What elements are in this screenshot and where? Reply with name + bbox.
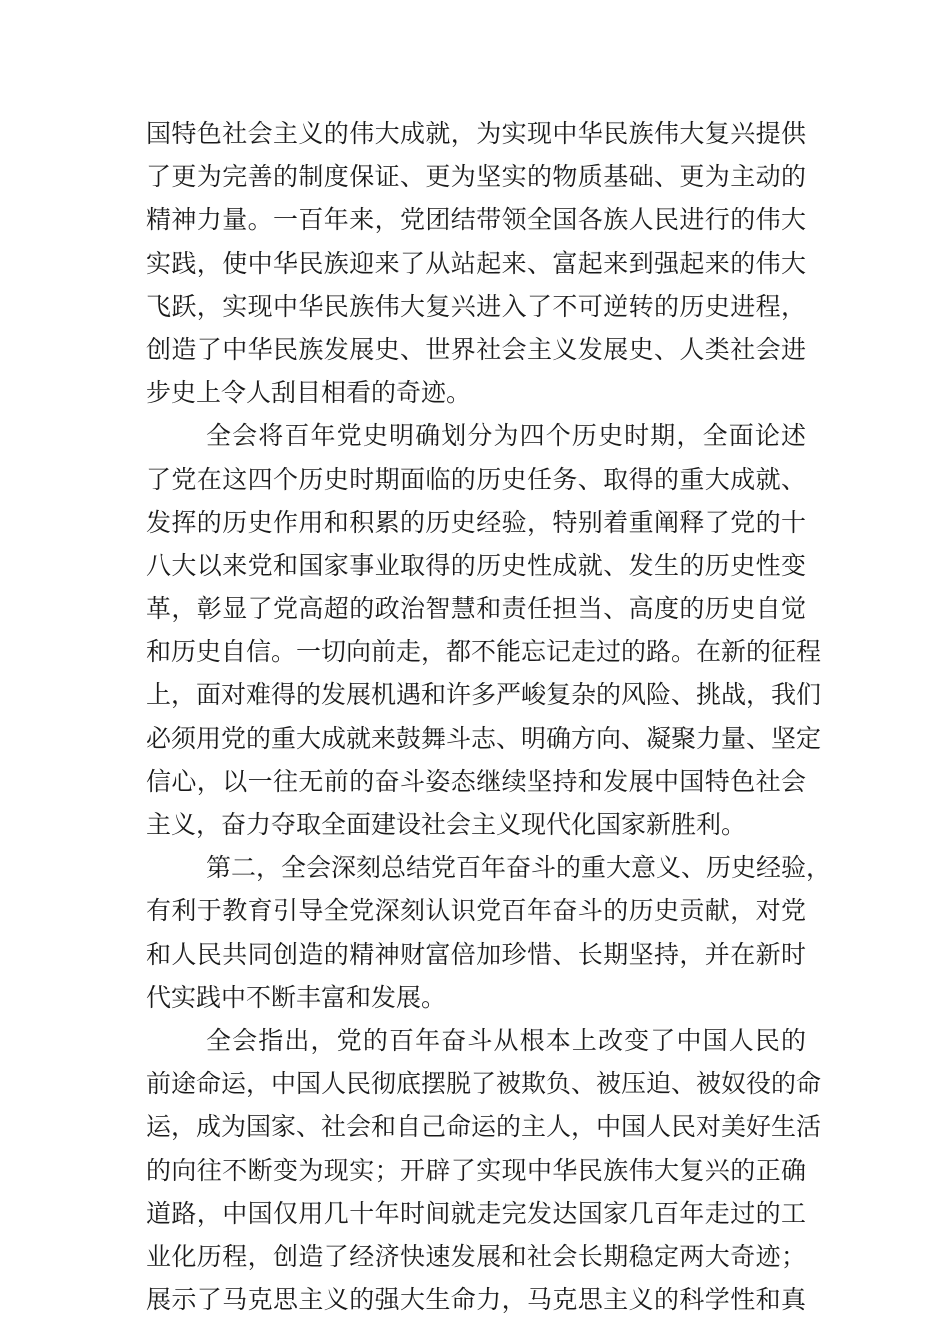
text-line: 前途命运，中国人民彻底摆脱了被欺负、被压迫、被奴役的命 [146,1069,822,1099]
text-line: 实践，使中华民族迎来了从站起来、富起来到强起来的伟大 [146,248,806,278]
text-line: 全会指出，党的百年奋斗从根本上改变了中国人民的 [206,1025,806,1055]
text-line: 主义，奋力夺取全面建设社会主义现代化国家新胜利。 [146,810,747,839]
text-line: 业化历程，创造了经济快速发展和社会长期稳定两大奇迹； [146,1241,806,1271]
text-line: 信心，以一往无前的奋斗姿态继续坚持和发展中国特色社会 [146,766,806,796]
text-line: 道路，中国仅用几十年时间就走完发达国家几百年走过的工 [146,1198,806,1228]
text-line: 国特色社会主义的伟大成就，为实现中华民族伟大复兴提供 [146,119,806,148]
text-line: 和人民共同创造的精神财富倍加珍惜、长期坚持，并在新时 [146,939,806,969]
body-text [146,112,832,1321]
paragraph [146,112,806,414]
text-line: 和历史自信。一切向前走，都不能忘记走过的路。在新的征程 [146,637,822,667]
text-line: 代实践中不断丰富和发展。 [146,982,447,1012]
text-line: 精神力量。一百年来，党团结带领全国各族人民进行的伟大 [146,205,806,235]
text-line: 发挥的历史作用和积累的历史经验，特别着重阐释了党的十 [146,507,806,537]
text-line: 步史上令人刮目相看的奇迹。 [146,378,472,408]
paragraph [146,1019,822,1321]
text-line: 必须用党的重大成就来鼓舞斗志、明确方向、凝聚力量、坚定 [146,723,822,753]
text-line: 革，彰显了党高超的政治智慧和责任担当、高度的历史自觉 [146,594,806,624]
paragraph [146,846,832,1019]
text-line: 运，成为国家、社会和自己命运的主人，中国人民对美好生活 [146,1112,822,1142]
text-line: 第二，全会深刻总结党百年奋斗的重大意义、历史经验， [206,853,832,883]
text-line: 创造了中华民族发展史、世界社会主义发展史、人类社会进 [146,334,806,364]
text-line: 展示了马克思主义的强大生命力，马克思主义的科学性和真 [146,1285,806,1315]
text-line: 全会将百年党史明确划分为四个历史时期，全面论述 [206,421,806,451]
text-line: 上，面对难得的发展机遇和许多严峻复杂的风险、挑战，我们 [146,680,822,710]
text-line: 飞跃，实现中华民族伟大复兴进入了不可逆转的历史进程， [146,291,806,321]
text-line: 八大以来党和国家事业取得的历史性成就、发生的历史性变 [146,550,806,580]
text-line: 有利于教育引导全党深刻认识党百年奋斗的历史贡献，对党 [146,896,806,926]
paragraph [146,414,822,846]
text-line: 的向往不断变为现实；开辟了实现中华民族伟大复兴的正确 [146,1155,806,1185]
text-line: 了党在这四个历史时期面临的历史任务、取得的重大成就、 [146,464,806,494]
text-line: 了更为完善的制度保证、更为坚实的物质基础、更为主动的 [146,162,806,192]
